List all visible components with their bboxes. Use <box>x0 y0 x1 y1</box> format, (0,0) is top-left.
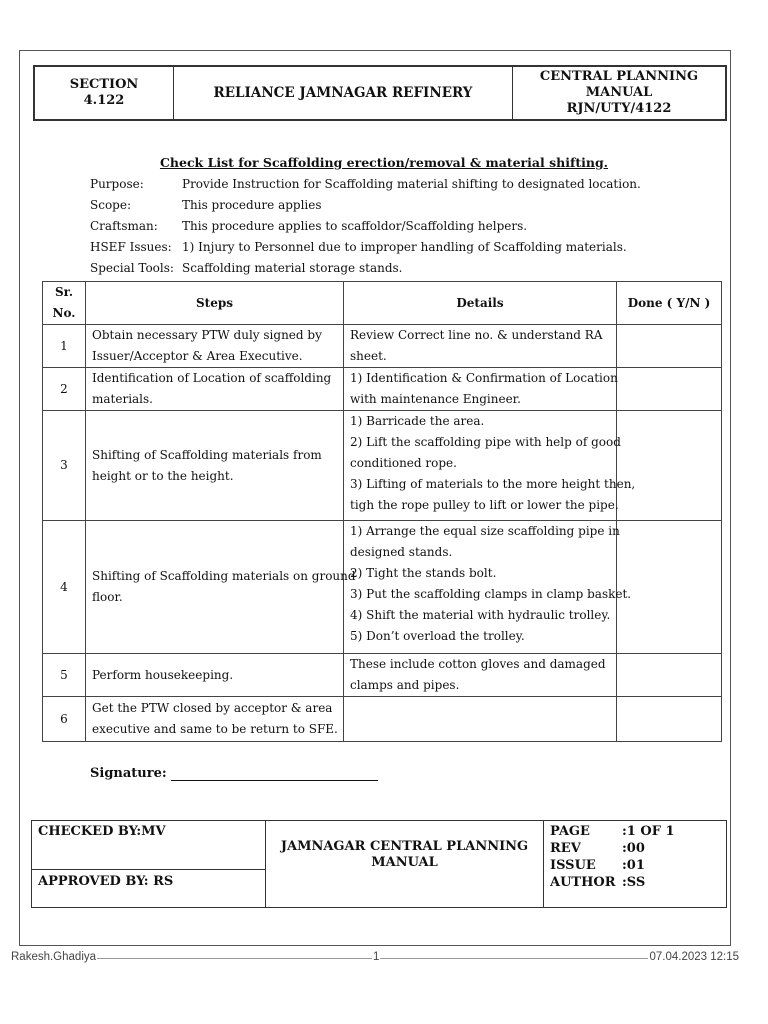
info-value: This procedure applies <box>182 198 322 212</box>
step-text-line: Shifting of Scaffolding materials on ground <box>92 569 356 583</box>
cell-sr-no: 3 <box>43 411 86 521</box>
step-text-line: Perform housekeeping. <box>92 667 234 682</box>
checklist-table <box>42 281 722 742</box>
scan-footer <box>10 951 740 965</box>
info-key: AUTHOR <box>550 875 616 890</box>
divider <box>32 869 265 870</box>
table-row <box>43 697 722 742</box>
detail-text-line: 2) Tight the stands bolt. <box>350 566 497 580</box>
info-label: Special Tools: <box>90 261 174 275</box>
cell-done[interactable] <box>617 654 722 697</box>
cell-steps <box>86 521 356 654</box>
info-value: Provide Instruction for Scaffolding material shifting to designated location. <box>182 177 641 191</box>
detail-text-line: 1) Arrange the equal size scaffolding pipe in <box>350 524 620 538</box>
col-header-sr: Sr. No. <box>43 282 86 325</box>
detail-text-line: 3) Put the scaffolding clamps in clamp basket. <box>350 587 632 601</box>
approval-cell <box>32 821 266 907</box>
info-label: Purpose: <box>90 177 144 191</box>
cell-sr-no: 5 <box>43 654 86 697</box>
info-key: PAGE <box>550 824 590 839</box>
table-row <box>43 654 722 697</box>
cell-sr-no: 6 <box>43 697 86 742</box>
cell-details <box>344 654 617 697</box>
step-text-line: Issuer/Acceptor & Area Executive. <box>92 349 303 363</box>
step-text-line: materials. <box>92 392 153 406</box>
cell-done[interactable] <box>617 411 722 521</box>
info-label: HSEF Issues: <box>90 240 172 254</box>
manual-title-line2: MANUAL <box>585 85 653 100</box>
info-pair <box>550 823 720 840</box>
detail-text-line: These include cotton gloves and damaged <box>350 657 606 671</box>
detail-text-line: clamps and pipes. <box>350 678 460 692</box>
detail-text-line: conditioned rope. <box>350 456 457 470</box>
table-header-row <box>43 282 722 325</box>
cell-steps <box>86 654 344 697</box>
step-text-line: Obtain necessary PTW duly signed by <box>92 328 322 342</box>
cell-done[interactable] <box>617 368 722 411</box>
detail-text-line: 2) Lift the scaffolding pipe with help of good <box>350 435 621 449</box>
document-footer <box>31 820 727 908</box>
cell-details <box>344 697 617 742</box>
info-value: :00 <box>622 841 645 856</box>
cell-details <box>344 368 617 411</box>
detail-text-line: designed stands. <box>350 545 453 559</box>
table-row <box>43 411 722 521</box>
signature-label: Signature: <box>90 766 167 781</box>
col-header-done: Done ( Y/N ) <box>617 282 722 325</box>
info-value: :SS <box>622 875 646 890</box>
cell-steps <box>86 411 344 521</box>
cell-steps <box>86 697 344 742</box>
step-text-line: executive and same to be return to SFE. <box>92 722 338 736</box>
info-key: ISSUE <box>550 858 596 873</box>
table-row <box>43 325 722 368</box>
detail-text-line: Review Correct line no. & understand RA <box>350 328 603 342</box>
detail-text-line: tigh the rope pulley to lift or lower the pipe. <box>350 498 619 512</box>
detail-text-line: 1) Identification & Confirmation of Location <box>350 371 618 385</box>
cell-done[interactable] <box>617 697 722 742</box>
section-cell <box>35 67 174 119</box>
document-header <box>33 65 727 121</box>
scan-datetime: 07.04.2023 12:15 <box>649 951 739 963</box>
document-info <box>544 821 726 907</box>
cell-details <box>344 325 617 368</box>
company-name: RELIANCE JAMNAGAR REFINERY <box>174 67 513 119</box>
step-text-line: Shifting of Scaffolding materials from <box>92 447 322 462</box>
info-value: :01 <box>622 858 645 873</box>
signature-field[interactable] <box>171 766 378 781</box>
step-text-line: Identification of Location of scaffolding <box>92 371 332 385</box>
info-pair <box>550 840 720 857</box>
section-number: 4.122 <box>83 93 125 108</box>
scan-page-number: 1 <box>373 951 380 963</box>
cell-details <box>344 411 636 521</box>
info-value: 1) Injury to Personnel due to improper handling of Scaffolding materials. <box>182 240 627 254</box>
detail-text-line: sheet. <box>350 349 387 363</box>
cell-steps <box>86 325 344 368</box>
step-text-line: floor. <box>92 590 123 604</box>
cell-sr-no: 2 <box>43 368 86 411</box>
checklist-title: Check List for Scaffolding erection/removal & material shifting. <box>159 155 609 170</box>
table-row <box>43 521 722 654</box>
detail-text-line: 1) Barricade the area. <box>350 414 485 428</box>
info-value: This procedure applies to scaffoldor/Scaffolding helpers. <box>182 219 528 233</box>
step-text-line: Get the PTW closed by acceptor & area <box>92 701 333 715</box>
approved-by: APPROVED BY: RS <box>38 874 174 889</box>
detail-text-line: 5) Don’t overload the trolley. <box>350 629 525 643</box>
checked-by: CHECKED BY:MV <box>38 824 166 839</box>
col-header-steps: Steps <box>86 282 344 325</box>
manual-cell <box>513 67 725 119</box>
cell-sr-no: 1 <box>43 325 86 368</box>
col-header-details: Details <box>344 282 617 325</box>
cell-details <box>344 521 632 654</box>
manual-code: RJN/UTY/4122 <box>566 101 672 116</box>
detail-text-line: with maintenance Engineer. <box>350 392 521 406</box>
table-row <box>43 368 722 411</box>
step-text-line: height or to the height. <box>92 468 234 483</box>
manual-title-line1: CENTRAL PLANNING <box>539 69 699 84</box>
footer-manual-title: JAMNAGAR CENTRAL PLANNING MANUAL <box>266 821 544 907</box>
info-value: Scaffolding material storage stands. <box>182 261 403 275</box>
scan-user: Rakesh.Ghadiya <box>11 951 97 963</box>
info-label: Scope: <box>90 198 131 212</box>
cell-done[interactable] <box>617 325 722 368</box>
detail-text-line: 4) Shift the material with hydraulic trolley. <box>350 608 611 622</box>
cell-steps <box>86 368 344 411</box>
info-value: :1 OF 1 <box>622 824 675 839</box>
signature-line <box>90 766 378 781</box>
cell-done[interactable] <box>617 521 722 654</box>
cell-sr-no: 4 <box>43 521 86 654</box>
info-key: REV <box>550 841 581 856</box>
detail-text-line: 3) Lifting of materials to the more height then, <box>350 477 636 491</box>
info-label: Craftsman: <box>90 219 158 233</box>
info-pair <box>550 857 720 874</box>
info-pair <box>550 874 720 891</box>
section-label: SECTION <box>69 77 139 92</box>
